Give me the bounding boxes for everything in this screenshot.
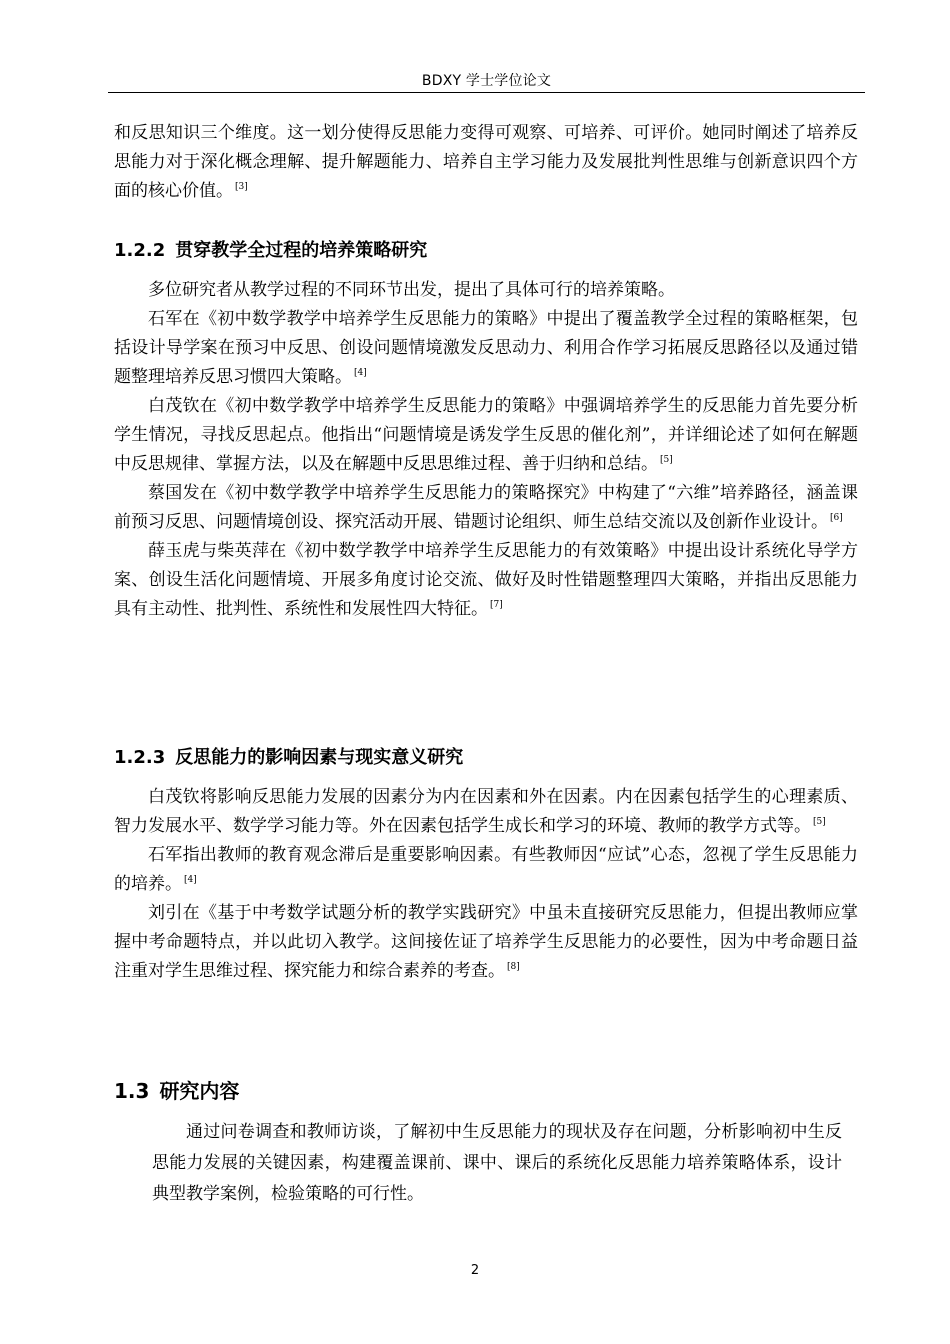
section-number: 1.3 xyxy=(114,1079,150,1103)
section-number: 1.2.2 xyxy=(114,240,166,261)
citation: [8] xyxy=(507,962,520,972)
section-body-1-2-3 xyxy=(114,783,858,986)
citation: [4] xyxy=(184,875,197,885)
body-paragraph: 白茂钦将影响反思能力发展的因素分为内在因素和外在因素。内在因素包括学生的心理素质、智力发展水平、数学学习能力等。外在因素包括学生成长和学习的环境、教师的教学方式等。 [5] xyxy=(114,787,858,836)
section-body-1-3 xyxy=(152,1117,842,1210)
section-title: 反思能力的影响因素与现实意义研究 xyxy=(175,747,464,768)
citation: [7] xyxy=(490,600,503,610)
section-body-1-2-2 xyxy=(114,276,858,624)
page-header: BDXY 学士学位论文 xyxy=(421,73,552,89)
citation: [4] xyxy=(354,368,367,378)
section-title: 研究内容 xyxy=(159,1079,240,1103)
citation: [3] xyxy=(235,182,248,192)
intro-block xyxy=(114,119,858,206)
section-heading-1-3 xyxy=(114,1075,239,1104)
section-heading-1-2-2 xyxy=(114,236,427,262)
body-paragraph: 蔡国发在《初中数学教学中培养学生反思能力的策略探究》中构建了“六维”培养路径，涵盖课前预习反思、问题情境创设、探究活动开展、错题讨论组织、师生总结交流以及创新作业设计。 [6] xyxy=(114,483,858,532)
section-number: 1.2.3 xyxy=(114,747,166,768)
body-paragraph: 石军在《初中数学教学中培养学生反思能力的策略》中提出了覆盖教学全过程的策略框架，包括设计导学案在预习中反思、创设问题情境激发反思动力、利用合作学习拓展反思路径以及通过错题整理培养反思习惯四大策略。 [4] xyxy=(114,309,858,387)
body-paragraph: 刘引在《基于中考数学试题分析的教学实践研究》中虽未直接研究反思能力，但提出教师应掌握中考命题特点，并以此切入教学。这间接佐证了培养学生反思能力的必要性，因为中考命题日益注重对学生思维过程、探究能力和综合素养的考查。 [8] xyxy=(114,903,858,981)
body-paragraph: 薛玉虎与柴英萍在《初中数学教学中培养学生反思能力的有效策略》中提出设计系统化导学方案、创设生活化问题情境、开展多角度讨论交流、做好及时性错题整理四大策略，并指出反思能力具有主动性、批判性、系统性和发展性四大特征。 [7] xyxy=(114,541,858,619)
citation: [5] xyxy=(660,455,673,465)
section-heading-1-2-3 xyxy=(114,743,463,769)
body-paragraph: 白茂钦在《初中数学教学中培养学生反思能力的策略》中强调培养学生的反思能力首先要分析学生情况，寻找反思起点。他指出“问题情境是诱发学生反思的催化剂”，并详细论述了如何在解题中反思规律、掌握方法，以及在解题中反思思维过程、善于归纳和总结。 [5] xyxy=(114,396,858,474)
body-paragraph: 通过问卷调查和教师访谈，了解初中生反思能力的现状及存在问题，分析影响初中生反思能力发展的关键因素，构建覆盖课前、课中、课后的系统化反思能力培养策略体系，设计典型教学案例，检验策略的可行性。 xyxy=(152,1122,842,1204)
section-title: 贯穿教学全过程的培养策略研究 xyxy=(175,240,428,261)
intro-paragraph: 和反思知识三个维度。这一划分使得反思能力变得可观察、可培养、可评价。她同时阐述了培养反思能力对于深化概念理解、提升解题能力、培养自主学习能力及发展批判性思维与创新意识四个方面的核心价值。 [3] xyxy=(114,123,858,201)
body-paragraph: 石军指出教师的教育观念滞后是重要影响因素。有些教师因“应试”心态，忽视了学生反思能力的培养。 [4] xyxy=(114,845,858,894)
page-number: 2 xyxy=(470,1263,480,1278)
citation: [6] xyxy=(830,513,843,523)
body-paragraph: 多位研究者从教学过程的不同环节出发，提出了具体可行的培养策略。 xyxy=(148,280,675,300)
citation: [5] xyxy=(813,817,826,827)
header-rule xyxy=(108,92,865,93)
